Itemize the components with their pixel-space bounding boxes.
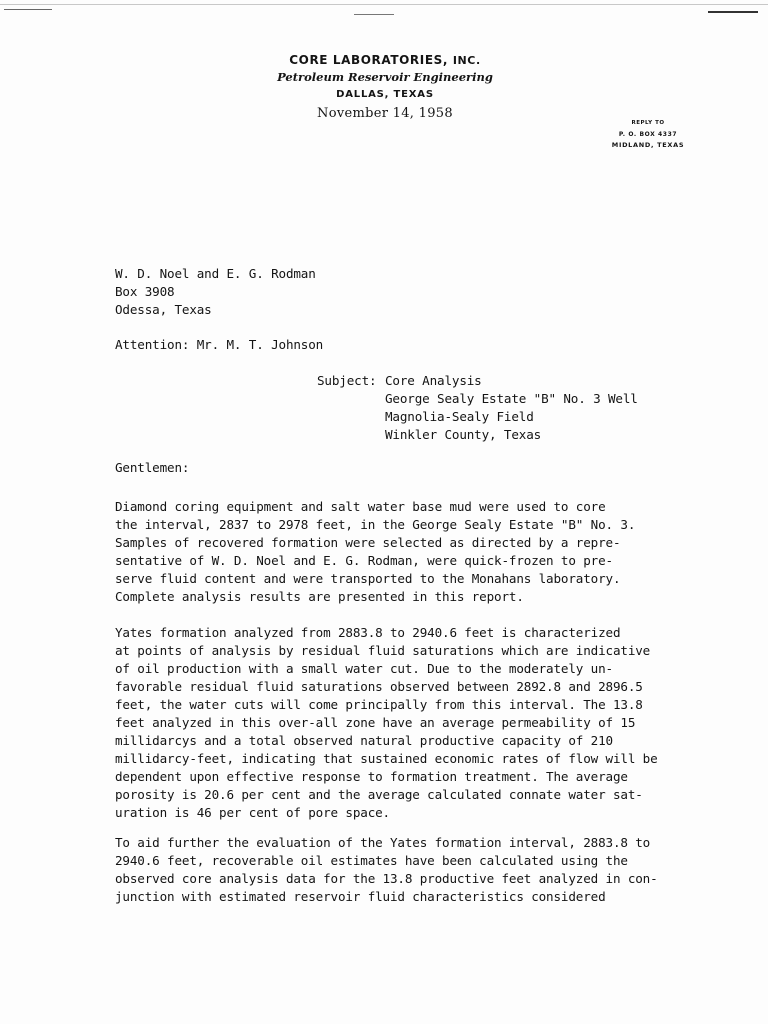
scan-edge-line (0, 4, 768, 5)
paragraph-line: millidarcys and a total observed natural productive capacity of 210 (115, 733, 613, 748)
scan-speck (4, 9, 52, 10)
paragraph-line: porosity is 20.6 per cent and the average calculated connate water sat- (115, 787, 643, 802)
reply-to-label: REPLY TO (631, 120, 665, 126)
company-name: CORE LABORATORIES, INC. (289, 53, 481, 67)
paragraph-line: the interval, 2837 to 2978 feet, in the George Sealy Estate "B" No. 3. (115, 517, 636, 532)
address-line: Box 3908 (115, 284, 175, 299)
subject-line: Winkler County, Texas (385, 427, 542, 442)
address-line: Odessa, Texas (115, 302, 212, 317)
letterhead (260, 52, 510, 122)
subject-label: Subject: (317, 373, 377, 388)
subject-line: Core Analysis (385, 373, 482, 388)
salutation: Gentlemen: (115, 460, 190, 475)
inside-address (115, 265, 316, 319)
scan-speck (708, 11, 758, 13)
paragraph-line: feet, the water cuts will come principally from this interval. The 13.8 (115, 697, 643, 712)
paragraph-coring (115, 498, 635, 606)
paragraph-line: observed core analysis data for the 13.8 productive feet analyzed in con- (115, 871, 658, 886)
scan-speck (354, 14, 394, 15)
paragraph-line: feet analyzed in this over-all zone have an average permeability of 15 (115, 715, 636, 730)
company-suffix: INC. (452, 54, 481, 67)
paragraph-line: Complete analysis results are presented in this report. (115, 589, 524, 604)
paragraph-line: at points of analysis by residual fluid saturations which are indicative (115, 643, 651, 658)
paragraph-line: Samples of recovered formation were selected as directed by a repre- (115, 535, 621, 550)
paragraph-line: sentative of W. D. Noel and E. G. Rodman, were quick-frozen to pre- (115, 553, 613, 568)
paragraph-line: favorable residual fluid saturations observed between 2892.8 and 2896.5 (115, 679, 643, 694)
subject-line: Magnolia-Sealy Field (385, 409, 534, 424)
paragraph-line: of oil production with a small water cut. Due to the moderately un- (115, 661, 613, 676)
paragraph-line: 2940.6 feet, recoverable oil estimates have been calculated using the (115, 853, 628, 868)
paragraph-yates-formation (115, 624, 658, 822)
address-line: W. D. Noel and E. G. Rodman (115, 266, 316, 281)
letter-date: November 14, 1958 (317, 106, 453, 121)
reply-to-city: MIDLAND, TEXAS (611, 141, 685, 149)
paragraph-line: junction with estimated reservoir fluid characteristics considered (115, 889, 606, 904)
reply-to-box: P. O. BOX 4337 (618, 131, 678, 138)
attention-line: Attention: Mr. M. T. Johnson (115, 337, 324, 352)
paragraph-line: dependent upon effective response to formation treatment. The average (115, 769, 628, 784)
subject-line: George Sealy Estate "B" No. 3 Well (385, 391, 638, 406)
paragraph-line: Yates formation analyzed from 2883.8 to 2940.6 feet is characterized (115, 625, 621, 640)
paragraph-line: To aid further the evaluation of the Yates formation interval, 2883.8 to (115, 835, 651, 850)
paragraph-recoverable-oil (115, 834, 658, 906)
company-city: DALLAS, TEXAS (336, 89, 434, 100)
subject-lines (385, 372, 638, 444)
paragraph-line: serve fluid content and were transported to the Monahans laboratory. (115, 571, 621, 586)
paragraph-line: uration is 46 per cent of pore space. (115, 805, 390, 820)
paragraph-line: Diamond coring equipment and salt water base mud were used to core (115, 499, 606, 514)
paragraph-line: millidarcy-feet, indicating that sustained economic rates of flow will be (115, 751, 658, 766)
reply-to-block (600, 118, 696, 151)
company-subtitle: Petroleum Reservoir Engineering (277, 70, 493, 84)
